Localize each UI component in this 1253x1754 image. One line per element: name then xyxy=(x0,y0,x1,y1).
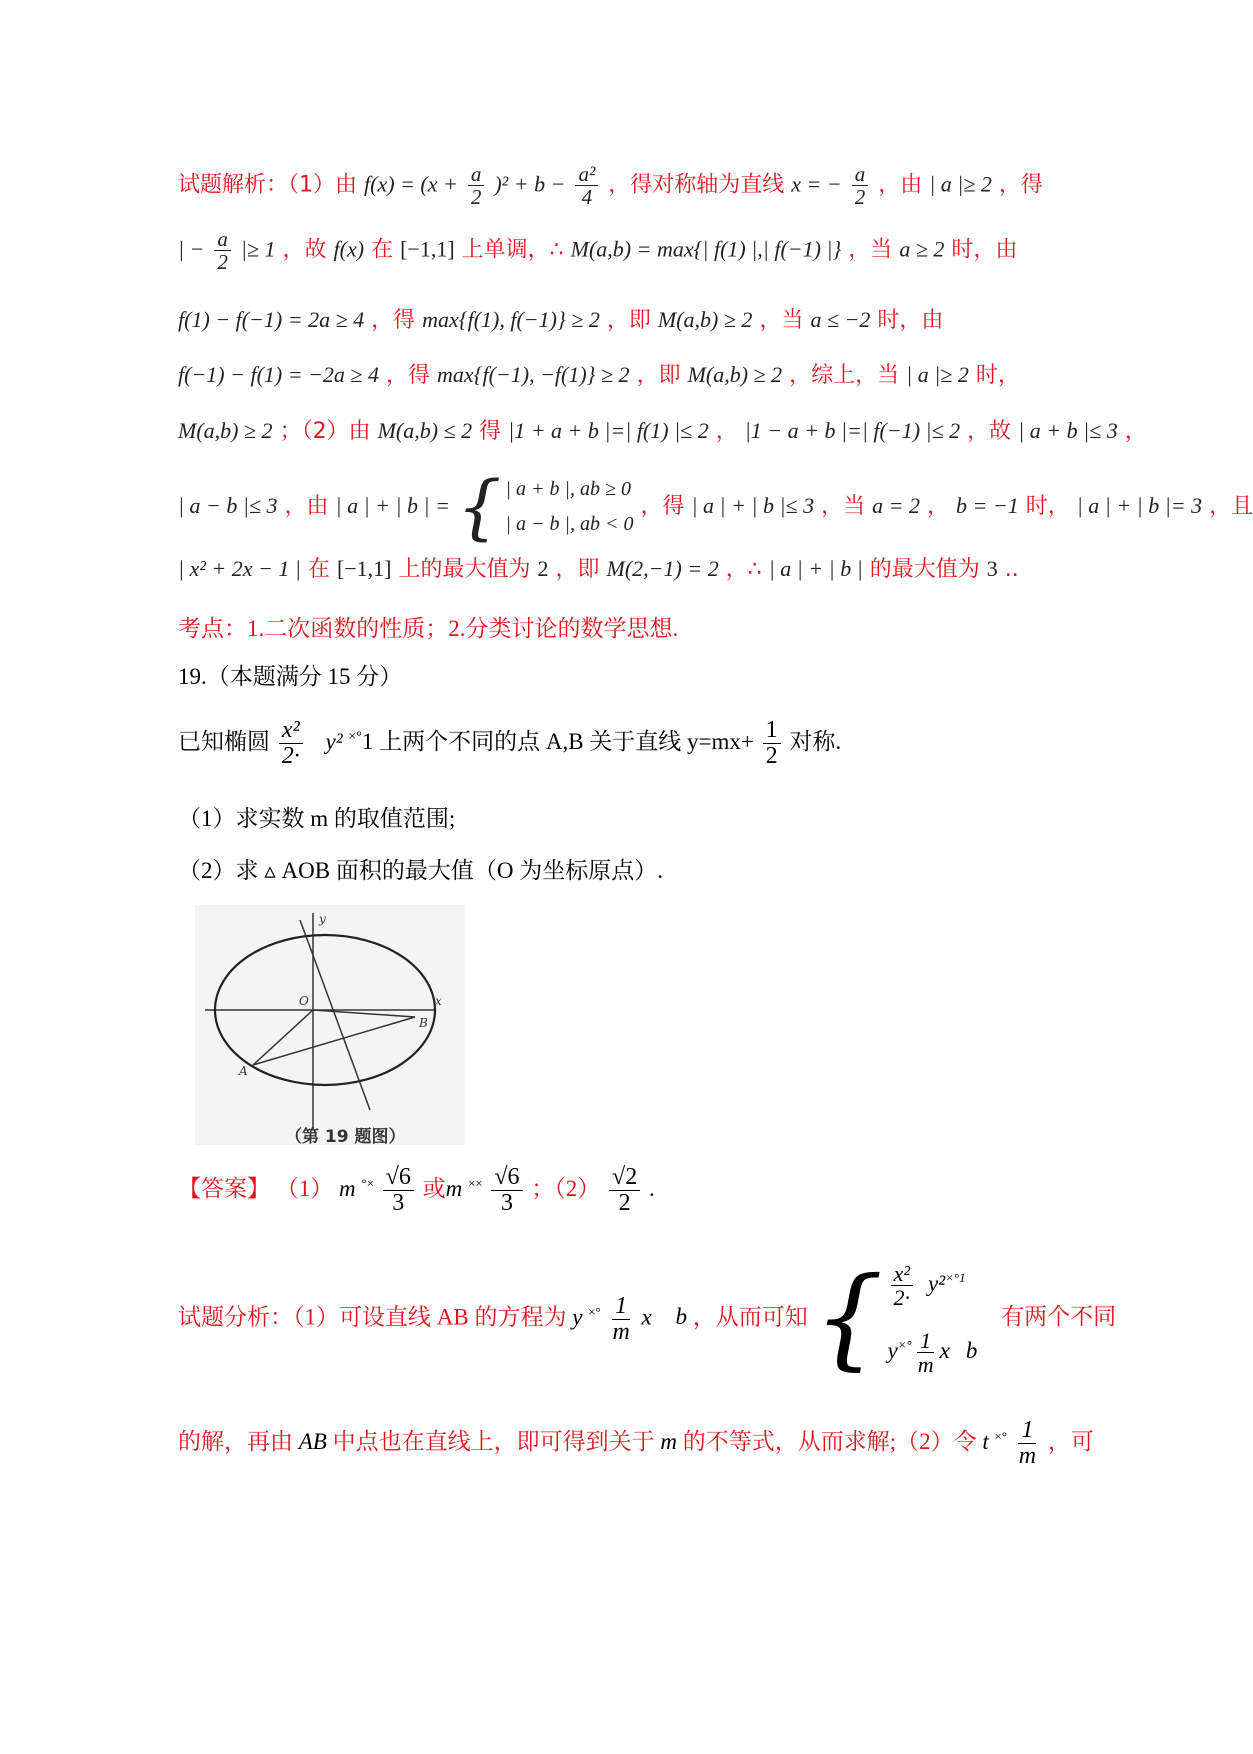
analysis-line-4 xyxy=(178,358,1020,389)
garbled-glyph: ×° xyxy=(348,729,362,745)
text: ，当 xyxy=(848,237,893,263)
garbled-glyph: °× xyxy=(361,1175,374,1191)
math-expr: M(a,b) = max{| f(1) |,| f(−1) |} xyxy=(570,236,842,262)
math-expr: [−1,1] xyxy=(400,236,455,262)
answer-part-1-label: （1） xyxy=(275,1175,334,1201)
question-header: 19.（本题满分 15 分） xyxy=(178,664,403,689)
sub-question-2: （2）求 ▵ AOB 面积的最大值（O 为坐标原点）. xyxy=(178,858,663,883)
garbled-glyph: ×° xyxy=(588,1303,601,1319)
label-y: y xyxy=(319,912,326,926)
fraction-a-over-2: $\frac{a}{2}$ xyxy=(852,163,869,208)
case-1: | a + b |, ab ≥ 0 xyxy=(505,478,631,500)
text: 上的最大值为 xyxy=(398,557,531,582)
fraction-a2-over-4: $\frac{\text{a²}}{4}$ xyxy=(575,163,598,208)
answer-tag: 【答案】 xyxy=(178,1175,270,1201)
analysis-line-3 xyxy=(178,303,943,334)
math-expr: | a | + | b | = xyxy=(335,493,450,518)
math-ab: AB xyxy=(298,1428,327,1454)
equation-system xyxy=(813,1253,978,1381)
text: ，当 xyxy=(759,308,804,333)
math-t: t xyxy=(982,1428,989,1454)
math-one: 1 xyxy=(361,728,374,754)
math-expr: max{f(−1), −f(1)} ≥ 2 xyxy=(437,362,630,387)
text: 时，由 xyxy=(877,308,944,333)
analysis-line-7 xyxy=(178,552,1019,583)
math-expr: M(a,b) ≥ 2 xyxy=(687,362,783,387)
text: 得 xyxy=(479,419,502,444)
label-o: O xyxy=(299,994,309,1008)
text: 上两个不同的点 A,B 关于直线 y=mx+ xyxy=(379,728,754,754)
math-y: y xyxy=(572,1304,583,1330)
analysis-line-1 xyxy=(178,163,1043,208)
piecewise-cases xyxy=(456,466,634,548)
analysis-line-6 xyxy=(178,466,1253,548)
figure-caption: （第 19 题图） xyxy=(285,1127,406,1147)
text: ，即 xyxy=(606,308,651,333)
text: 上单调，∴ xyxy=(461,237,564,263)
math-expr: f(x) = (x + xyxy=(364,171,458,197)
fraction-x2-over-2: $\frac{\text{x²}}{2\cdot}$ xyxy=(279,718,303,769)
question-stem xyxy=(178,718,841,769)
math-expr: M(a,b) ≤ 2 xyxy=(377,418,473,443)
math-m: m xyxy=(445,1175,463,1201)
fraction-1-over-2: $\frac{1}{2}$ xyxy=(763,718,781,769)
math-expr: | x² + 2x − 1 | xyxy=(178,556,301,581)
text: 中点也在直线上，即可得到关于 xyxy=(332,1428,655,1454)
text: 时， xyxy=(975,363,1020,388)
brace-glyph: { xyxy=(813,1253,884,1381)
math-expr: a ≥ 2 xyxy=(899,236,945,262)
math-expr: 2 xyxy=(537,556,549,581)
math-expr: | a + b |≤ 3 xyxy=(1018,418,1118,443)
math-expr: M(a,b) ≥ 2 xyxy=(178,418,273,443)
math-expr: |1 + a + b |=| f(1) |≤ 2 xyxy=(508,418,709,443)
case-2: | a − b |, ab < 0 xyxy=(505,513,634,535)
text: ， xyxy=(1124,419,1147,444)
math-b: b xyxy=(675,1304,688,1330)
math-expr: x = − xyxy=(791,171,842,197)
math-expr: b = −1 xyxy=(956,493,1019,518)
text: ，即 xyxy=(636,363,681,388)
math-expr: a = 2 xyxy=(872,493,920,518)
text: ，且 xyxy=(1209,494,1253,519)
text: ，得 xyxy=(640,494,685,519)
label-a: A xyxy=(239,1064,248,1078)
text: 时， xyxy=(1025,494,1070,519)
analysis-line-5 xyxy=(178,414,1147,445)
text: ， xyxy=(926,494,949,519)
text: 在 xyxy=(371,237,394,263)
fraction-a-over-2: $\frac{a}{2}$ xyxy=(214,228,231,273)
math-expr: a ≤ −2 xyxy=(810,307,871,332)
text: ，由 xyxy=(284,494,329,519)
ellipse-figure xyxy=(195,905,465,1145)
garbled-glyph: ×° xyxy=(994,1428,1008,1444)
text: 的解，再由 xyxy=(178,1428,293,1454)
system-eq-1: $\frac{\text{x²}}{2\cdot}$ y²$^{\times^\circ 1}$ xyxy=(888,1262,978,1309)
garbled-glyph: ×× xyxy=(467,1175,483,1191)
fraction-1-over-m: $\frac{1}{m}$ xyxy=(612,1292,630,1345)
text: 有两个不同 xyxy=(1001,1304,1117,1330)
text: ，由 xyxy=(878,172,923,198)
text: ，故 xyxy=(282,237,327,263)
text: ， xyxy=(715,419,738,444)
text: ，得 xyxy=(371,308,416,333)
answer-part-2-label: ；（2） xyxy=(531,1175,601,1201)
text: 已知椭圆 xyxy=(178,728,270,754)
text: 时，由 xyxy=(951,237,1018,263)
math-expr: |1 − a + b |=| f(−1) |≤ 2 xyxy=(744,418,961,443)
text: 或 xyxy=(422,1175,446,1201)
math-expr: | a |≥ 2 xyxy=(929,171,992,197)
label-x: x xyxy=(435,994,442,1008)
math-expr: | a |≥ 2 xyxy=(906,362,969,387)
text: 的不等式，从而求解;（2）令 xyxy=(682,1428,977,1454)
answer-line xyxy=(178,1165,655,1216)
sub-question-1: （1）求实数 m 的取值范围; xyxy=(178,806,456,831)
math-expr: 3 xyxy=(986,556,998,581)
math-expr: )² + b − xyxy=(494,171,566,197)
text: ，当 xyxy=(821,494,866,519)
math-x: x xyxy=(641,1304,652,1330)
math-expr: [−1,1] xyxy=(336,556,392,581)
analysis2-line-1 xyxy=(178,1253,1117,1381)
text: 试题分析：（1）可设直线 AB 的方程为 xyxy=(178,1304,567,1330)
math-expr: | a | + | b | xyxy=(768,556,863,581)
fraction-sqrt2-over-2: $\frac{√2}{2}$ xyxy=(609,1165,640,1216)
text: ，即 xyxy=(555,557,600,582)
text: ，综上，当 xyxy=(789,363,900,388)
math-expr: | a | + | b |≤ 3 xyxy=(691,493,815,518)
text: ，得 xyxy=(998,172,1043,198)
text: ；（2）由 xyxy=(279,419,371,444)
analysis2-line-2 xyxy=(178,1418,1094,1469)
text: ，从而可知 xyxy=(692,1304,808,1330)
brace-glyph: { xyxy=(456,466,502,548)
math-expr: f(−1) − f(1) = −2a ≥ 4 xyxy=(178,362,379,387)
math-m: m xyxy=(339,1175,356,1201)
text: . xyxy=(648,1175,655,1201)
text: 的最大值为 xyxy=(869,557,980,582)
math-expr: M(a,b) ≥ 2 xyxy=(657,307,753,332)
math-expr: | a − b |≤ 3 xyxy=(178,493,278,518)
text: ，得 xyxy=(386,363,431,388)
text: ，故 xyxy=(967,419,1012,444)
system-eq-2: y×° $\frac{1}{m}$ x b xyxy=(887,1328,978,1378)
math-m: m xyxy=(660,1428,677,1454)
math-expr: f(x) xyxy=(333,236,365,262)
text: .. xyxy=(1004,557,1019,582)
math-expr: |≥ 1 xyxy=(240,236,276,262)
text: ，得对称轴为直线 xyxy=(608,172,785,198)
math-expr: max{f(1), f(−1)} ≥ 2 xyxy=(422,307,600,332)
text: 在 xyxy=(307,557,330,582)
math-expr: | a | + | b |= 3 xyxy=(1076,493,1203,518)
fraction-sqrt6-over-3: $\frac{√6}{3}$ xyxy=(383,1165,414,1216)
label-b: B xyxy=(419,1016,428,1030)
fraction-sqrt6-over-3: $\frac{√6}{3}$ xyxy=(491,1165,522,1216)
text: 对称. xyxy=(789,728,842,754)
text: ，可 xyxy=(1047,1428,1094,1454)
fraction-a-over-2: $\frac{a}{2}$ xyxy=(468,163,485,208)
kaodian-note: 考点：1.二次函数的性质；2.分类讨论的数学思想. xyxy=(178,616,679,641)
math-expr: | − xyxy=(178,236,205,262)
math-y2: y² xyxy=(325,728,343,754)
math-expr: f(1) − f(−1) = 2a ≥ 4 xyxy=(178,307,365,332)
fraction-1-over-m: $\frac{1}{m}$ xyxy=(1018,1417,1037,1470)
text: ，∴ xyxy=(725,557,762,582)
math-expr: M(2,−1) = 2 xyxy=(606,556,719,581)
analysis-label: 试题解析：（1）由 xyxy=(178,172,357,198)
analysis-line-2 xyxy=(178,228,1017,273)
